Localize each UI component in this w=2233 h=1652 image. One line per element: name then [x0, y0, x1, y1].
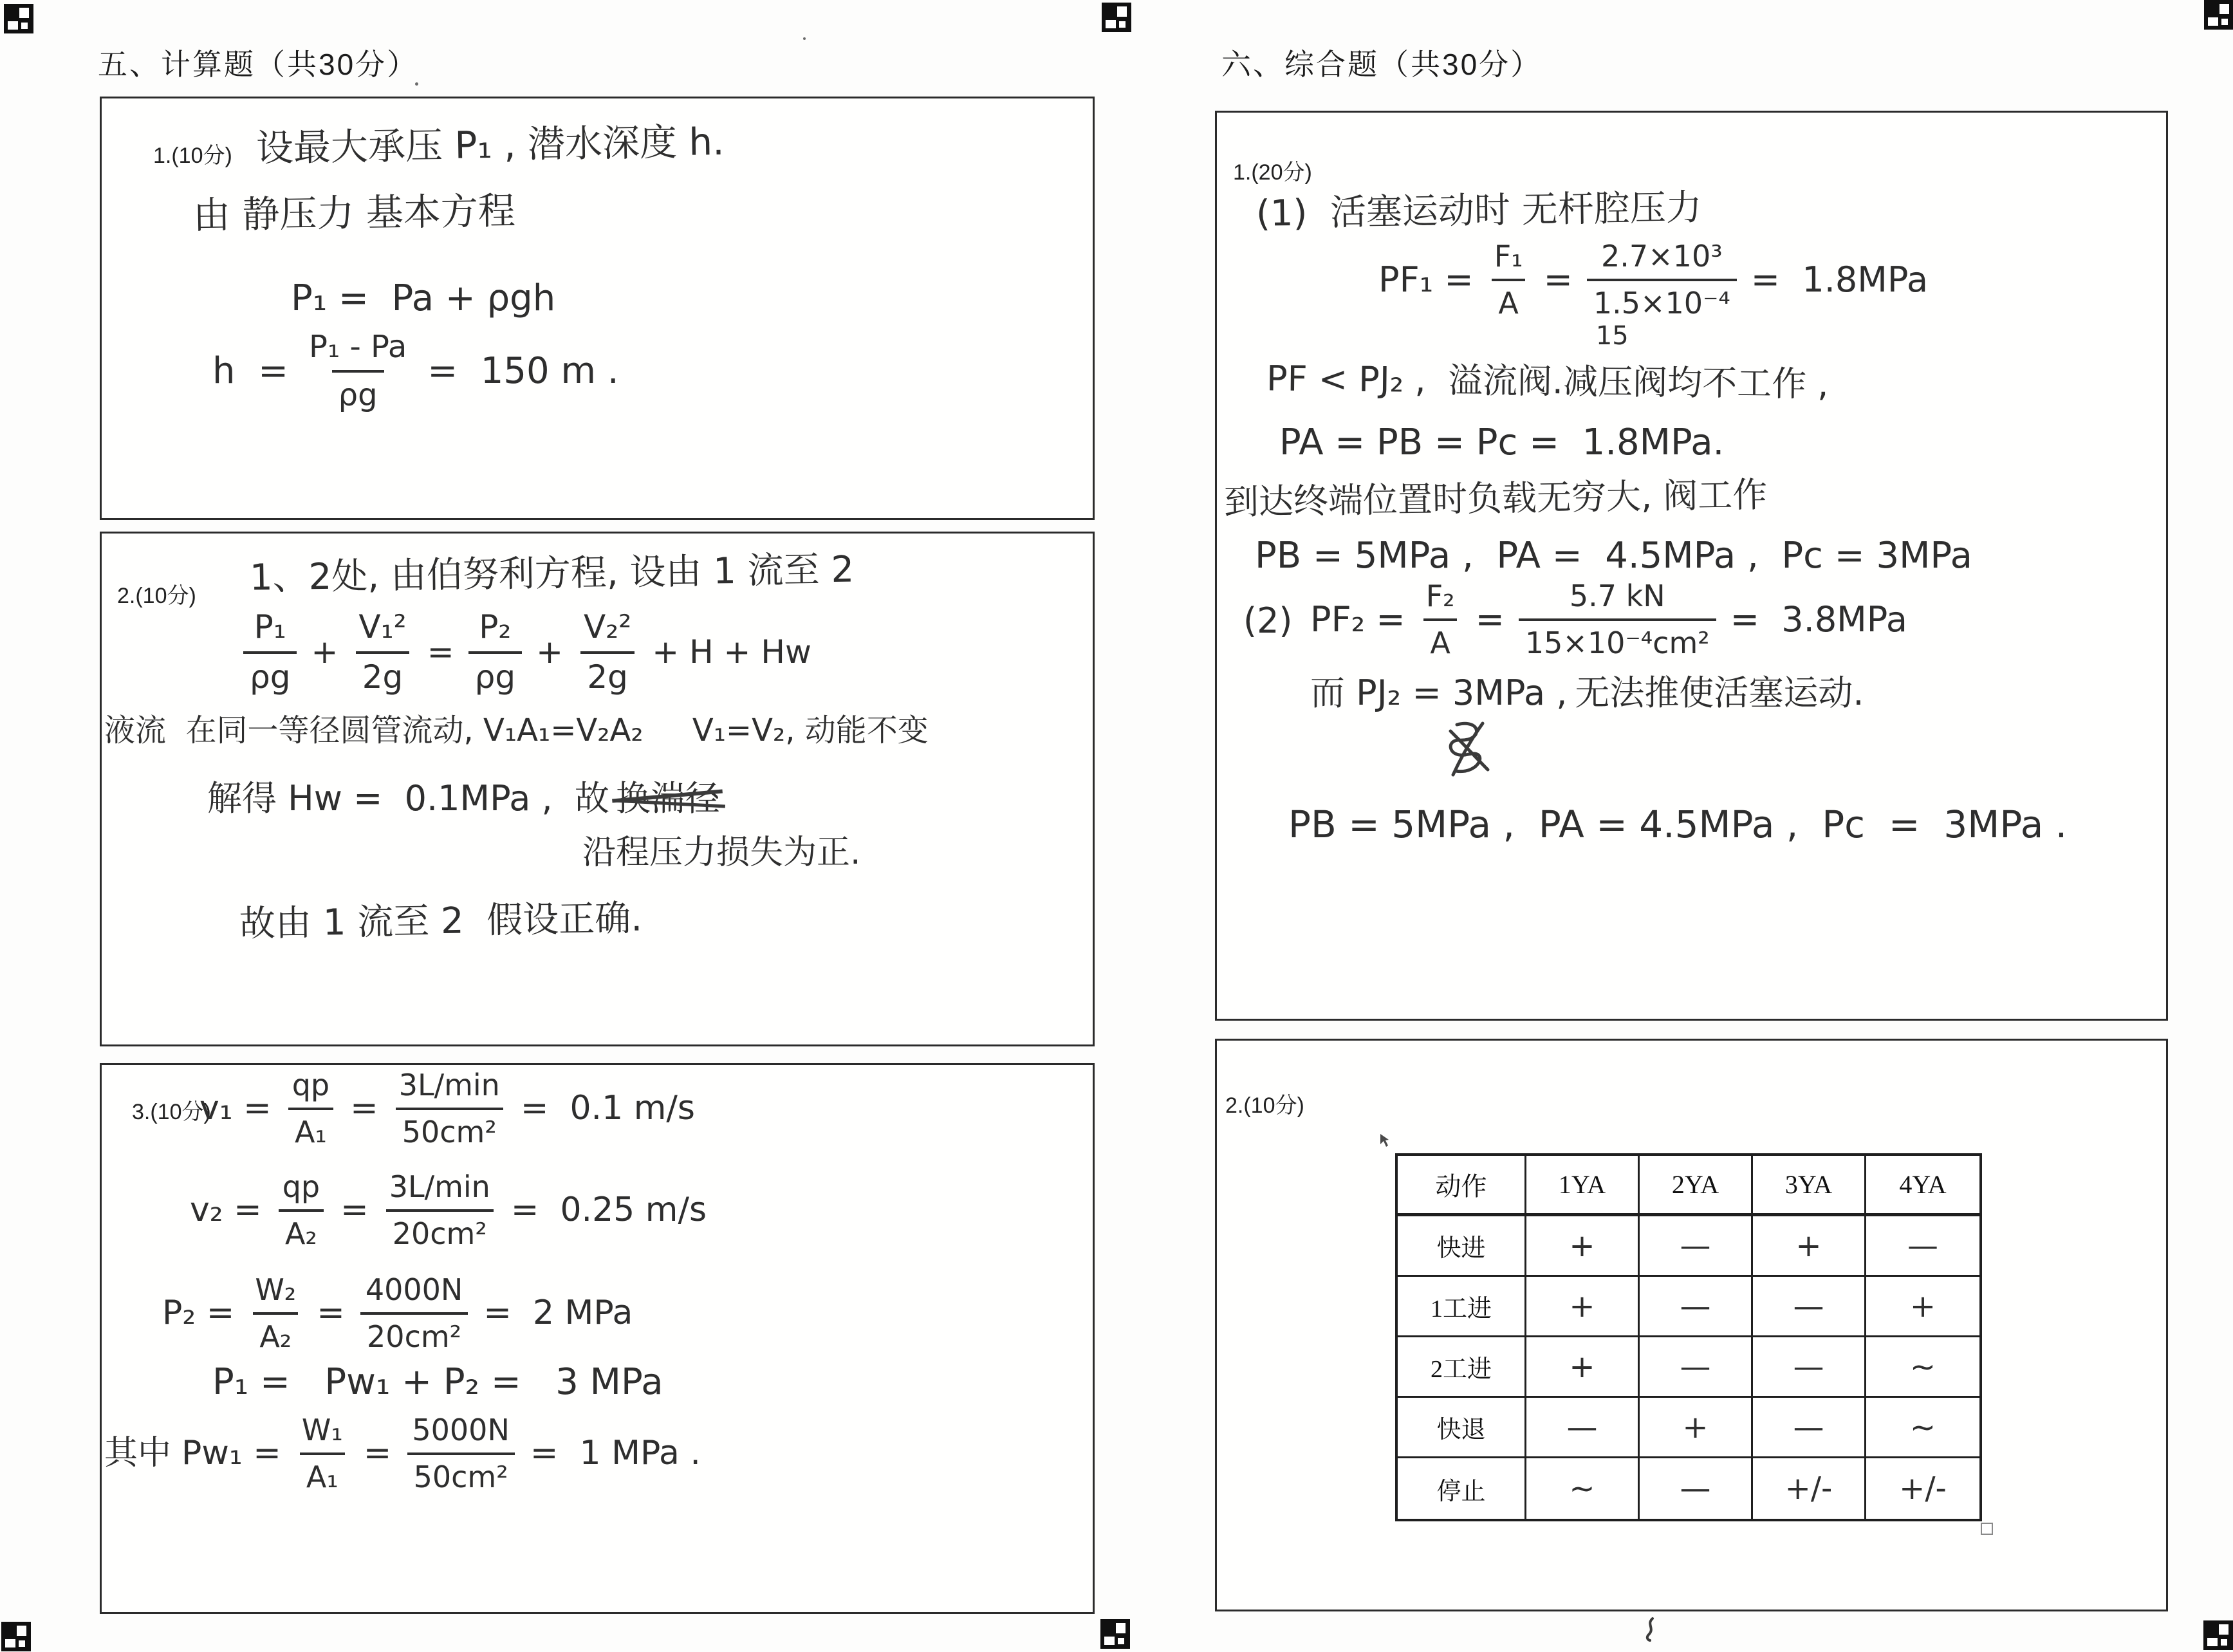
fraction [1587, 239, 1737, 351]
fraction [405, 1413, 515, 1494]
eq-lhs: v₂ = [190, 1190, 262, 1229]
fraction-denominator: 20cm² [386, 1209, 494, 1251]
fraction-denominator: ρg [468, 651, 522, 696]
fraction [248, 1273, 302, 1354]
table-cell: + [1526, 1337, 1640, 1398]
eq-lhs: PF₂ = [1310, 599, 1405, 640]
fraction-denominator: 2g [356, 651, 410, 696]
hw-line: 到达终端位置时负载无穷大, 阀工作 [1223, 474, 1768, 523]
fraction-numerator: qp [292, 1068, 330, 1102]
operator: + [311, 633, 338, 671]
table-cell: ~ [1866, 1337, 1979, 1398]
table-cell: — [1526, 1398, 1640, 1458]
fraction [1519, 579, 1716, 660]
eq-rhs: = 1.8MPa [1750, 259, 1929, 300]
hw-line: PF < PJ₂ , 溢流阀.减压阀均不工作 , [1266, 358, 1829, 405]
eq-lhs: Pw₁ = [181, 1433, 281, 1472]
question-label-5-1: 1.(10分) [153, 144, 232, 168]
table-cell: — [1866, 1216, 1979, 1277]
question-label-6-1: 1.(20分) [1233, 160, 1312, 185]
hw-line: 故由 1 流至 2 假设正确. [239, 897, 643, 945]
fraction-numerator: 5000N [412, 1413, 510, 1447]
table-cell: + [1640, 1398, 1753, 1458]
fraction [468, 609, 522, 696]
operator: + [536, 633, 563, 671]
hw-line: PA = PB = Pc = 1.8MPa. [1279, 422, 1725, 463]
fraction-numerator: 3L/min [389, 1169, 490, 1204]
hw-equation: P₁ = Pw₁ + P₂ = 3 MPa [212, 1361, 663, 1403]
hw-equation [190, 1170, 707, 1251]
hw-line: 液流 在同一等径圆管流动, V₁A₁=V₂A₂ V₁=V₂, 动能不变 [104, 712, 929, 748]
eq-rhs: = 0.1 m/s [520, 1088, 695, 1128]
fraction [352, 609, 412, 696]
fraction-numerator: F₂ [1425, 579, 1455, 613]
eq-rhs: = 150 m . [427, 349, 619, 392]
fraction [243, 609, 297, 696]
table-cell: ~ [1866, 1398, 1979, 1458]
question-label-5-2: 2.(10分) [117, 584, 196, 608]
fiducial-marker-bottom-right [2203, 1620, 2233, 1650]
operator: = [427, 633, 454, 671]
fraction [383, 1170, 497, 1251]
table-cell: ~ [1526, 1458, 1640, 1519]
fiducial-marker-bottom-center [1100, 1619, 1130, 1649]
hw-text: 而 PJ₂ = 3MPa , [1310, 673, 1568, 713]
fiducial-marker-top-right [2204, 0, 2233, 30]
correction-note: 15 [1595, 321, 1629, 351]
section-5-header: 五、计算题（共30分） [98, 48, 419, 81]
eq-tail: + H + Hw [652, 633, 811, 671]
fraction-numerator: P₂ [479, 608, 512, 645]
table-header-4ya: 4YA [1866, 1156, 1979, 1216]
fraction-numerator: 4000N [365, 1272, 463, 1307]
eq-rhs: = 2 MPa [483, 1293, 633, 1332]
fraction [302, 329, 413, 413]
fraction-denominator: A [1492, 279, 1524, 320]
fraction-numerator: W₁ [301, 1413, 343, 1447]
hw-equation [1310, 579, 1907, 660]
fraction [1420, 579, 1461, 660]
hw-equation [104, 1413, 701, 1494]
table-row-action: 停止 [1398, 1458, 1526, 1519]
fraction-denominator: 50cm² [396, 1108, 503, 1149]
hw-equation [212, 329, 619, 413]
fraction-denominator: A [1423, 618, 1456, 660]
fraction [393, 1068, 506, 1149]
fraction-numerator: V₂² [583, 608, 632, 645]
hw-line: 设最大承压 P₁ , 潜水深度 h. [255, 119, 725, 171]
fraction [276, 1170, 326, 1251]
operator: = [1475, 599, 1505, 640]
fraction-denominator: A₂ [253, 1312, 298, 1354]
hw-line: 沿程压力损失为正. [582, 833, 861, 872]
fraction-numerator: P₁ - Pa [309, 329, 407, 365]
fraction [359, 1273, 469, 1354]
operator: = [317, 1293, 345, 1332]
eq-lhs: h = [212, 349, 289, 392]
fraction-denominator: 1.5×10⁻⁴ [1587, 279, 1737, 320]
eq-lhs: v₁ = [199, 1088, 272, 1128]
hw-equation [1378, 239, 1929, 351]
table-cell: — [1753, 1337, 1866, 1398]
hw-line: 1、2处, 由伯努利方程, 设由 1 流至 2 [249, 548, 855, 599]
eq-rhs: = 3.8MPa [1730, 599, 1907, 640]
operator: = [340, 1190, 369, 1229]
hw-text: 解得 Hw = 0.1MPa , 故 [207, 778, 610, 819]
hw-line [1310, 673, 1864, 713]
fraction-denominator: 20cm² [360, 1312, 468, 1354]
table-header-action: 动作 [1398, 1156, 1526, 1216]
hw-text: 其中 [104, 1433, 172, 1472]
fiducial-marker-bottom-left [1, 1622, 31, 1651]
selection-handle-artifact [1981, 1523, 1993, 1535]
fraction [577, 609, 638, 696]
eq-rhs: = 0.25 m/s [510, 1190, 707, 1229]
hw-part-number: (2) [1243, 600, 1293, 641]
table-header-1ya: 1YA [1526, 1156, 1640, 1216]
operator: = [350, 1088, 378, 1128]
operator: = [1543, 259, 1573, 300]
table-header-3ya: 3YA [1753, 1156, 1866, 1216]
table-cell: + [1866, 1277, 1979, 1337]
cursor-artifact [1378, 1133, 1390, 1148]
table-cell: — [1640, 1337, 1753, 1398]
hw-line: PB = 5MPa , PA = 4.5MPa , Pc = 3MPa [1255, 535, 1972, 577]
table-row-action: 1工进 [1398, 1277, 1526, 1337]
fraction-denominator: A₁ [300, 1452, 345, 1494]
table-cell: — [1640, 1216, 1753, 1277]
struck-out-text: 换湍径 [616, 778, 721, 819]
table-row-action: 快进 [1398, 1216, 1526, 1277]
hw-equation-bernoulli [239, 609, 811, 696]
fraction-denominator: 15×10⁻⁴cm² [1519, 618, 1716, 660]
table-row-action: 快退 [1398, 1398, 1526, 1458]
hw-line: PB = 5MPa , PA = 4.5MPa , Pc = 3MPa . [1288, 803, 2068, 846]
question-label-5-3: 3.(10分) [132, 1100, 211, 1124]
fraction-denominator: A₁ [288, 1108, 333, 1149]
fraction-numerator: V₁² [358, 608, 407, 645]
pen-squiggle-artifact [1642, 1617, 1658, 1642]
hw-line: (1) 活塞运动时 无杆腔压力 [1255, 187, 1703, 235]
hw-equation [162, 1273, 633, 1354]
fraction-numerator: qp [282, 1169, 320, 1204]
scribbled-out-character [1441, 716, 1496, 780]
eq-rhs: = 1 MPa . [530, 1433, 701, 1472]
fraction [295, 1413, 349, 1494]
hw-equation [199, 1068, 695, 1149]
operator: = [363, 1433, 392, 1472]
fraction-numerator: W₂ [255, 1272, 297, 1307]
scan-speck [803, 37, 806, 40]
table-cell: — [1753, 1277, 1866, 1337]
table-cell: + [1753, 1216, 1866, 1277]
eq-lhs: P₂ = [162, 1293, 235, 1332]
fraction [1488, 239, 1530, 320]
fraction-numerator: 2.7×10³ [1600, 239, 1723, 274]
table-cell: +/- [1753, 1458, 1866, 1519]
fiducial-marker-top-left [4, 4, 33, 33]
fraction-numerator: 3L/min [398, 1068, 500, 1102]
hw-line: 由 静压力 基本方程 [192, 189, 516, 237]
table-cell: + [1526, 1277, 1640, 1337]
fraction-denominator: 2g [580, 651, 635, 696]
question-label-6-2: 2.(10分) [1225, 1093, 1304, 1118]
fraction-denominator: A₂ [279, 1209, 324, 1251]
fraction-numerator: F₁ [1494, 239, 1523, 274]
table-cell: + [1526, 1216, 1640, 1277]
section-6-header: 六、综合题（共30分） [1221, 48, 1543, 81]
table-row-action: 2工进 [1398, 1337, 1526, 1398]
fraction-denominator: ρg [332, 370, 384, 413]
fraction-numerator: 5.7 kN [1569, 579, 1665, 613]
table-cell: — [1640, 1277, 1753, 1337]
table-cell: — [1640, 1458, 1753, 1519]
solenoid-sequence-table [1395, 1153, 1982, 1521]
table-cell: +/- [1899, 1471, 1947, 1507]
eq-lhs: PF₁ = [1378, 259, 1474, 300]
hw-line [207, 779, 720, 819]
fiducial-marker-top-center [1102, 3, 1131, 32]
fraction-numerator: P₁ [254, 608, 286, 645]
fraction-denominator: 50cm² [407, 1452, 515, 1494]
hw-text: 无法推使活塞运动. [1575, 673, 1864, 713]
table-cell: — [1753, 1398, 1866, 1458]
fraction-denominator: ρg [243, 651, 297, 696]
hw-equation: P₁ = Pa + ρgh [291, 277, 556, 319]
fraction [286, 1068, 336, 1149]
table-header-2ya: 2YA [1640, 1156, 1753, 1216]
